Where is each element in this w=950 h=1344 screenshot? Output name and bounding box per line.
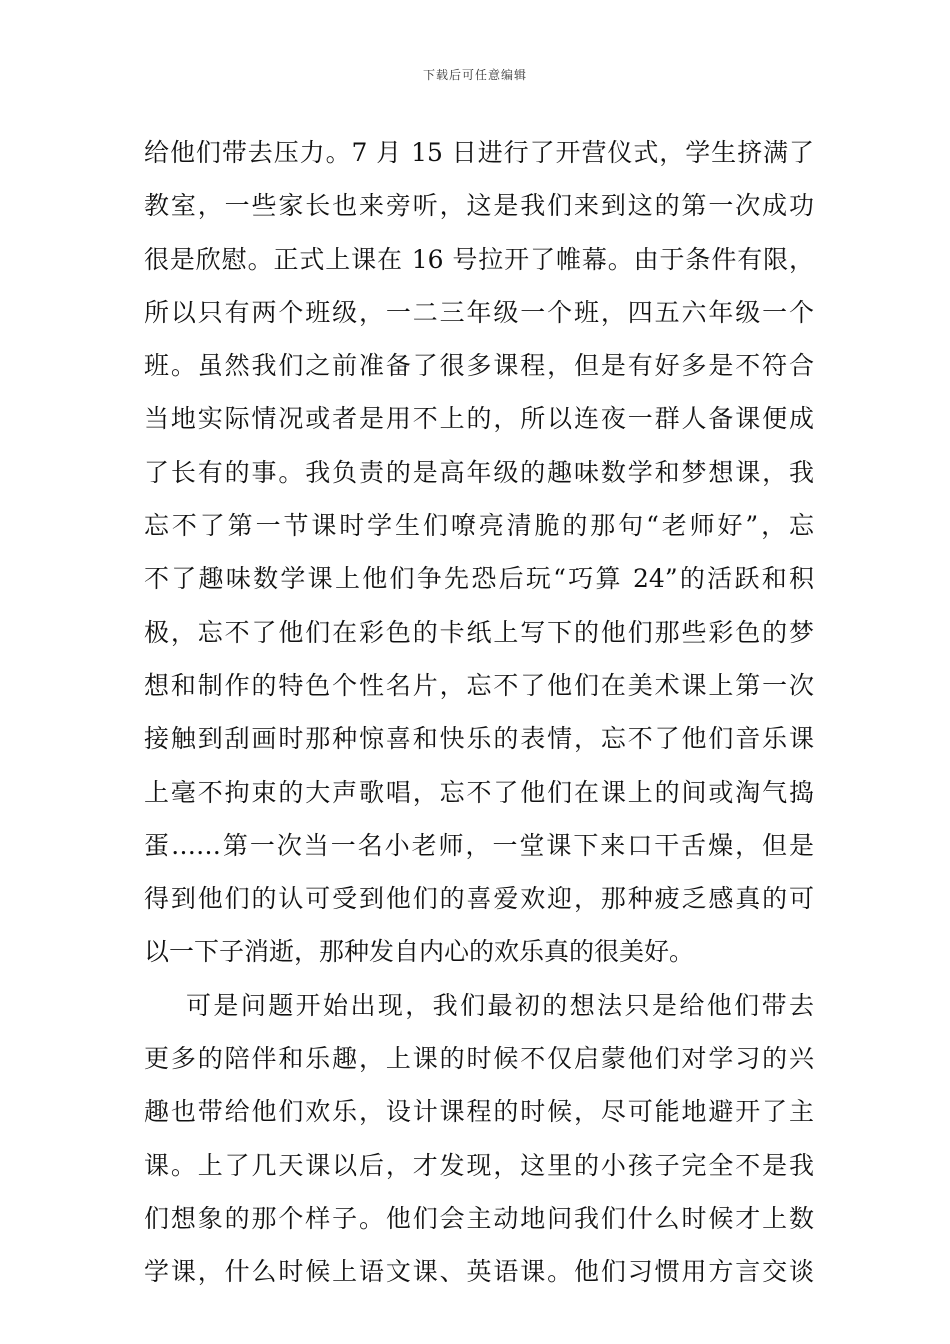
text-line: 接触到刮画时那种惊喜和快乐的表情，忘不了他们音乐课 <box>144 724 814 754</box>
text-line: 忘不了第一节课时学生们嘹亮清脆的那句“老师好”，忘 <box>144 511 814 541</box>
text-line: 很是欣慰。正式上课在 16 号拉开了帷幕。由于条件有限， <box>144 244 814 274</box>
text-line: 所以只有两个班级，一二三年级一个班，四五六年级一个 <box>144 297 814 327</box>
text-line: 不了趣味数学课上他们争先恐后玩“巧算 24”的活跃和积 <box>144 564 814 594</box>
text-line: 蛋……第一次当一名小老师，一堂课下来口干舌燥，但是 <box>144 830 814 860</box>
text-line: 想和制作的特色个性名片，忘不了他们在美术课上第一次 <box>144 670 814 700</box>
text-line: 当地实际情况或者是用不上的，所以连夜一群人备课便成 <box>144 404 814 434</box>
text-line: 以一下子消逝，那种发自内心的欢乐真的很美好。 <box>144 937 695 967</box>
text-line: 上毫不拘束的大声歌唱，忘不了他们在课上的间或淘气捣 <box>144 777 814 807</box>
text-line: 了长有的事。我负责的是高年级的趣味数学和梦想课，我 <box>144 457 814 487</box>
page-header: 下载后可任意编辑 <box>422 68 527 82</box>
text-line: 教室，一些家长也来旁听，这是我们来到这的第一次成功 <box>144 191 814 221</box>
text-line: 班。虽然我们之前准备了很多课程，但是有好多是不符合 <box>144 351 814 381</box>
text-line: 得到他们的认可受到他们的喜爱欢迎，那种疲乏感真的可 <box>144 884 814 914</box>
text-line: 们想象的那个样子。他们会主动地问我们什么时候才上数 <box>144 1203 814 1233</box>
paragraph-2 <box>144 979 814 1299</box>
text-line: 课。上了几天课以后，才发现，这里的小孩子完全不是我 <box>144 1150 814 1180</box>
text-line: 更多的陪伴和乐趣，上课的时候不仅启蒙他们对学习的兴 <box>144 1044 814 1074</box>
text-line: 趣也带给他们欢乐，设计课程的时候，尽可能地避开了主 <box>144 1097 814 1127</box>
text-line: 可是问题开始出现，我们最初的想法只是给他们带去 <box>186 990 814 1020</box>
text-line: 学课，什么时候上语文课、英语课。他们习惯用方言交谈 <box>144 1257 814 1287</box>
paragraph-1 <box>144 126 814 979</box>
text-line: 给他们带去压力。7 月 15 日进行了开营仪式，学生挤满了 <box>144 138 814 167</box>
body-text <box>144 126 814 1299</box>
text-line: 极，忘不了他们在彩色的卡纸上写下的他们那些彩色的梦 <box>144 617 814 647</box>
